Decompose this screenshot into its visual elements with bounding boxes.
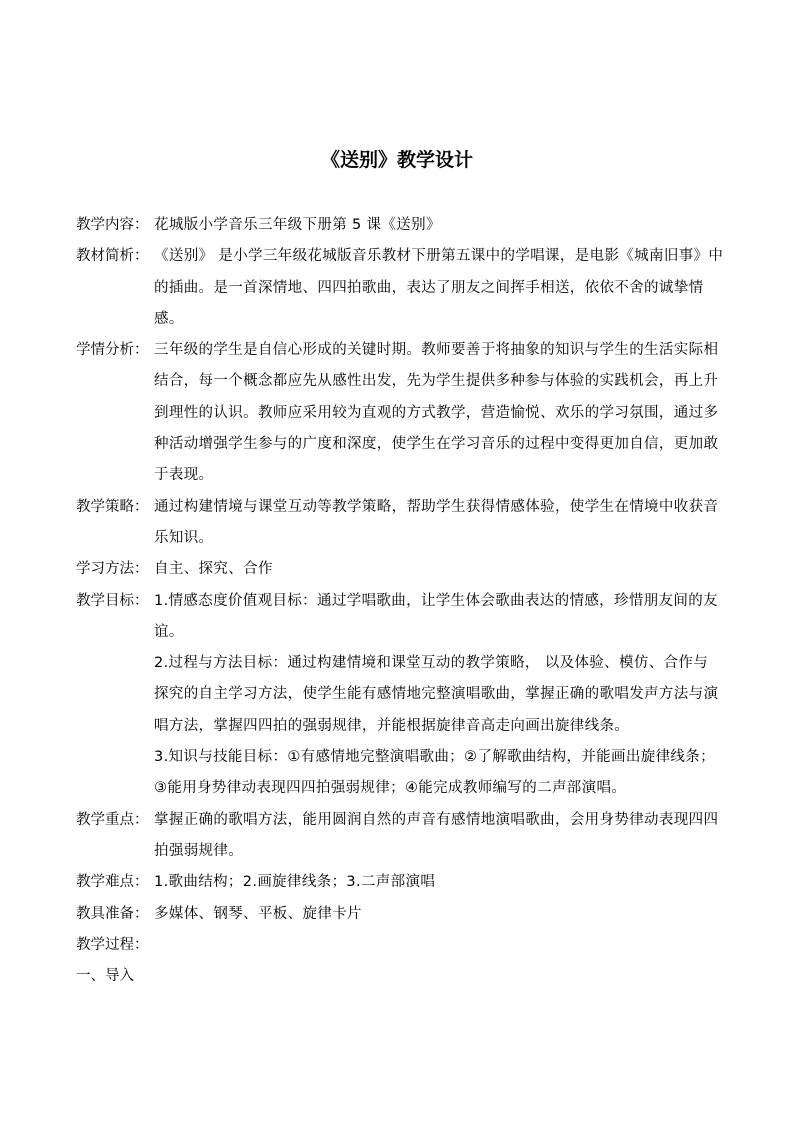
process-heading: 教学过程： <box>76 936 149 953</box>
field-row-content <box>76 210 726 241</box>
field-row-key-points <box>76 805 726 868</box>
field-label: 教学目标： <box>76 592 149 609</box>
field-label: 学情分析： <box>76 342 149 359</box>
field-label: 教学内容： <box>76 217 149 233</box>
goal-item: 3.知识与技能目标：①有感情地完整演唱歌曲；②了解歌曲结构，并能画出旋律线条；③能用身势律动表现四四拍强弱规律；④能完成教师编写的二声部演唱。 <box>154 749 715 797</box>
field-row-method <box>76 554 726 585</box>
field-row-goals <box>76 586 726 649</box>
field-row-difficulties <box>76 867 726 898</box>
field-value: 通过构建情境与课堂互动等教学策略，帮助学生获得情感体验，使学生在情境中收获音乐知识。 <box>154 498 719 546</box>
field-row-materials <box>76 899 726 930</box>
field-label: 教具准备： <box>76 905 149 922</box>
goal-item: 1.情感态度价值观目标：通过学唱歌曲，让学生体会歌曲表达的情感，珍惜朋友间的友谊。 <box>154 592 718 640</box>
field-value: 花城版小学音乐三年级下册第 5 课《送别》 <box>154 217 441 233</box>
lesson-info-section <box>76 210 726 992</box>
document-title: 《送别》教学设计 <box>320 149 473 171</box>
field-value: 1.歌曲结构；2.画旋律线条；3.二声部演唱 <box>154 874 436 891</box>
field-row-students <box>76 335 726 491</box>
field-row-analysis <box>76 241 726 335</box>
field-row-strategy <box>76 492 726 555</box>
field-value: 多媒体、钢琴、平板、旋律卡片 <box>154 905 362 922</box>
field-value: 自主、探究、合作 <box>154 561 273 578</box>
field-label: 教学重点： <box>76 811 149 828</box>
field-label: 教材简析： <box>76 248 149 265</box>
field-value: 掌握正确的歌唱方法，能用圆润自然的声音有感情地演唱歌曲，会用身势律动表现四四拍强弱规律。 <box>154 811 719 859</box>
field-label: 教学策略： <box>76 498 149 515</box>
field-label: 学习方法： <box>76 561 149 578</box>
field-label: 教学难点： <box>76 874 149 891</box>
field-value: 三年级的学生是自信心形成的关键时期。教师要善于将抽象的知识与学生的生活实际相结合，每一个概念都应先从感性出发，先为学生提供多种参与体验的实践机会，再上升到理性的认识。教师应采用较为直观的方式教学，营造愉悦、欢乐的学习氛围，通过多种活动增强学生参与的广度和深度，使学生在学习音乐的过程中变得更加自信，更加敢于表现。 <box>154 342 719 484</box>
section-heading: 一、导入 <box>76 968 134 985</box>
goal-item: 2.过程与方法目标：通过构建情境和课堂互动的教学策略， 以及体验、模仿、合作与探究的自主学习方法，使学生能有感情地完整演唱歌曲，掌握正确的歌唱发声方法与演唱方法，掌握四四拍的强弱规律，并能根据旋律音高走向画出旋律线条。 <box>154 655 719 734</box>
field-value: 《送别》 是小学三年级花城版音乐教材下册第五课中的学唱课，是电影《城南旧事》中的插曲。是一首深情地、四四拍歌曲，表达了朋友之间挥手相送，依依不舍的诚挚情感。 <box>154 248 724 327</box>
